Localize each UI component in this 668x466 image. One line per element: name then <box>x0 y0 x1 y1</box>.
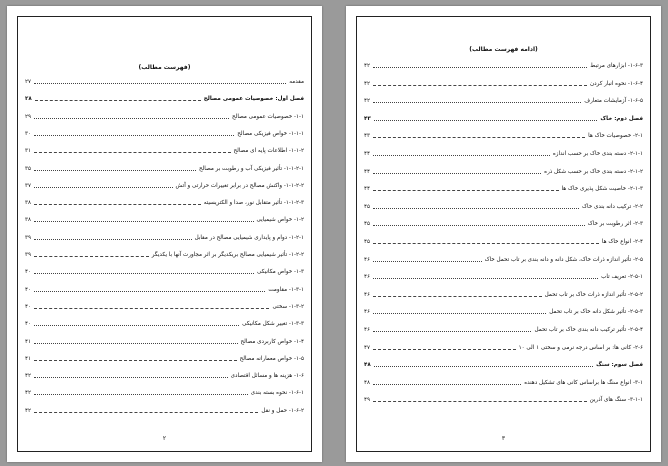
toc-entry-title: مقدمه <box>289 79 304 85</box>
dot-leader <box>373 190 559 191</box>
toc-entry <box>364 60 643 70</box>
toc-entry <box>25 284 304 294</box>
toc-entry-title: ۱-۲- خواص شیمیایی <box>256 217 304 224</box>
dot-leader <box>34 377 228 378</box>
page-number: ۲ <box>162 435 167 442</box>
toc-entry <box>25 232 304 242</box>
dot-leader <box>373 173 541 174</box>
dot-leader <box>34 152 231 153</box>
toc-entry-page: ۴۵ <box>364 203 371 210</box>
toc-entry <box>364 394 643 404</box>
toc-entry-title: ۲-۱-۱- دسته بندی خاک بر حسب اندازه <box>552 151 643 157</box>
toc-entry-title: ۲-۶- کانی ها: بر اساس درجه نرمی و سختی ۱ الی ۱۰ <box>518 344 643 351</box>
toc-entry-page: ۴۲ <box>364 80 371 87</box>
toc-entry-page: ۴۱ <box>25 338 32 345</box>
dot-leader <box>34 325 239 326</box>
toc-entry-title: ۲-۴- انواع خاک ها <box>601 239 643 245</box>
toc-entry <box>364 271 643 281</box>
dot-leader <box>34 360 237 361</box>
toc-entry-page: ۴۶ <box>364 327 371 333</box>
toc-entry-page: ۴۲ <box>364 98 371 105</box>
toc-entry <box>25 370 304 380</box>
toc-entry-page: ۴۰ <box>25 303 32 310</box>
toc-entry-page: ۳۸ <box>25 200 32 207</box>
toc-entry-title: ۱-۲-۱- دوام و پایداری شیمیایی مصالح در مقابل <box>194 234 304 241</box>
page-gutter <box>322 0 346 466</box>
page-heading: (فهرست مطالب) <box>138 64 191 71</box>
dot-leader <box>34 394 248 395</box>
toc-entry <box>364 377 643 387</box>
toc-entry <box>25 145 304 155</box>
toc-entry-page: ۴۶ <box>364 309 371 316</box>
toc-entry-title: ۱-۶-۴- نحوه انبار کردن <box>590 80 643 87</box>
dot-leader <box>34 221 253 222</box>
toc-entry-page: ۴۲ <box>25 373 32 380</box>
toc-entry <box>25 180 304 190</box>
toc-entry-title: ۱-۶-۱- نحوه بسته بندی <box>250 390 304 397</box>
toc-entry-page: ۴۵ <box>364 239 371 245</box>
toc-entry-page: ۴۰ <box>25 321 32 328</box>
toc-entry-page: ۴۸ <box>364 379 371 386</box>
toc-entry-title: ۱-۱-۲-۱- تأثیر فیزیکی آب و رطوبت بر مصالح <box>198 165 304 172</box>
toc-entry-page: ۴۴ <box>364 168 371 175</box>
toc-entry-title: ۱-۳-۲- سختی <box>272 303 304 310</box>
dot-leader <box>34 83 286 84</box>
toc-entry-page: ۴۹ <box>364 397 371 404</box>
toc-entry-page: ۳۸ <box>25 217 32 224</box>
toc-entry <box>25 163 304 173</box>
toc-entry <box>25 214 304 224</box>
toc-entry <box>25 111 304 121</box>
toc-entry-title: ۱-۳-۳- تغییر شکل مکانیکی <box>242 321 304 328</box>
toc-entry-title: ۲-۵-۳- تأثیر شکل دانه خاک بر تاب تحمل <box>549 309 643 316</box>
toc-entry-title: ۱-۱-۲-۲- واکنش مصالح در برابر تغییرات حرارتی و آتش <box>175 182 304 189</box>
toc-entry-title: ۲-۲- ترکیب دانه بندی خاک <box>582 203 643 210</box>
dot-leader <box>373 278 598 279</box>
toc-entry-title: فصل سوم: سنگ <box>596 362 643 369</box>
toc-entry <box>25 249 304 259</box>
dot-leader <box>373 67 587 68</box>
toc-entry-title: ۱-۲-۲- تأثیر شیمیایی مصالح بریکدیگر بر اثر مجاورت آنها با یکدیگر <box>151 252 304 258</box>
toc-entry <box>25 353 304 363</box>
toc-entry-page: ۴۶ <box>364 291 371 298</box>
toc-entry <box>364 289 643 299</box>
toc-entry <box>364 324 643 334</box>
dot-leader <box>373 261 482 262</box>
toc-entry <box>364 130 643 140</box>
toc-entry-title: ۱-۶-۵- آزمایشات متعارف <box>584 98 643 105</box>
dot-leader <box>373 384 521 385</box>
toc-entry-title: ۱-۳-۱- مقاومت <box>268 286 304 293</box>
toc-entry-page: ۴۸ <box>364 362 371 369</box>
toc-entry-page: ۴۶ <box>364 274 371 281</box>
toc-entry <box>25 93 304 103</box>
toc-entry-page: ۴۴ <box>364 151 371 157</box>
toc-entry-title: ۲-۱-۳- خاصیت شکل پذیری خاک ها <box>561 186 643 193</box>
toc-entry-title: ۲-۳- اثر رطوبت بر خاک <box>587 221 643 228</box>
toc-entry <box>25 301 304 311</box>
toc-entry-title: فصل دوم: خاک <box>600 115 643 122</box>
dot-leader <box>34 343 237 344</box>
toc-entry-page: ۳۱ <box>25 148 32 155</box>
toc-entry <box>364 218 643 228</box>
toc-entry-title: ۱-۱-۲- اطلاعات پایه ای مصالح <box>233 148 304 155</box>
dot-leader <box>374 120 598 121</box>
toc-entry-page: ۴۰ <box>25 286 32 293</box>
toc-entry-title: ۱-۳- خواص مکانیکی <box>256 269 304 276</box>
toc-entry <box>364 254 643 264</box>
dot-leader <box>373 243 599 244</box>
toc-entry <box>25 336 304 346</box>
toc-entry-page: ۴۲ <box>364 63 371 69</box>
dot-leader <box>373 85 587 86</box>
toc-entry <box>364 95 643 105</box>
toc-entry <box>364 306 643 316</box>
toc-entry-title: ۱-۵- خواص معمارانه مصالح <box>239 355 304 362</box>
dot-leader <box>373 208 579 209</box>
toc-entry-title: ۲-۱- خصوصیات خاک ها <box>588 133 643 140</box>
dot-leader <box>373 296 542 297</box>
toc-entry-title: ۱-۱-۱- خواص فیزیکی مصالح <box>237 130 304 137</box>
toc-entry-title: ۲-۵-۴- تأثیر ترکیب دانه بندی خاک بر تاب تحمل <box>534 327 643 333</box>
toc-entry-page: ۲۷ <box>25 79 32 85</box>
toc-entry-page: ۴۶ <box>364 256 371 263</box>
toc-entry <box>364 183 643 193</box>
dot-leader <box>34 118 229 119</box>
dot-leader <box>34 256 149 257</box>
dot-leader <box>373 331 531 332</box>
toc-entry-page: ۴۳ <box>364 115 371 122</box>
toc-entry-page: ۲۸ <box>25 96 32 103</box>
dot-leader <box>374 366 593 367</box>
toc-entry <box>364 342 643 352</box>
toc-entry <box>25 197 304 207</box>
toc-entry-title: ۱-۶-۲- حمل و نقل <box>261 407 304 414</box>
toc-entry-page: ۴۰ <box>25 269 32 276</box>
toc-entry-title: فصل اول: خصوصیات عمومی مصالح <box>203 96 304 103</box>
toc-entry <box>25 76 304 86</box>
toc-entry <box>25 128 304 138</box>
toc-entry-page: ۳۷ <box>25 182 32 189</box>
toc-entry-title: ۳-۱-۱- سنگ های آذرین <box>589 397 643 404</box>
toc-entry-page: ۴۴ <box>364 186 371 193</box>
toc-entry <box>364 359 643 369</box>
toc-entry-page: ۴۱ <box>25 355 32 362</box>
toc-entry-page: ۳۵ <box>25 165 32 172</box>
toc-entry-title: ۱-۴- خواص کاربردی مصالح <box>240 338 304 345</box>
dot-leader <box>34 273 254 274</box>
toc-entry <box>364 166 643 176</box>
toc-entry <box>364 113 643 123</box>
toc-entry-title: ۱-۱-۲-۳- تأثیر متقابل نور، صدا و الکتریسیته <box>203 200 304 207</box>
toc-entry <box>25 387 304 397</box>
toc-entry-page: ۳۰ <box>25 130 32 137</box>
dot-leader <box>35 100 201 101</box>
toc-entry <box>364 148 643 158</box>
dot-leader <box>34 239 192 240</box>
dot-leader <box>34 135 234 136</box>
toc-entry-page: ۴۵ <box>364 221 371 228</box>
dot-leader <box>373 137 585 138</box>
toc-entry <box>25 266 304 276</box>
toc-entry-page: ۲۹ <box>25 113 32 120</box>
toc-entry-title: ۲-۵- تأثیر اندازه ذرات خاک، شکل دانه و دانه بندی بر تاب تحمل خاک <box>484 256 643 263</box>
dot-leader <box>34 204 201 205</box>
toc-entry <box>25 318 304 328</box>
toc-page-right <box>346 6 661 462</box>
toc-entry-title: ۲-۵-۲- تأثیر اندازه ذرات خاک بر تاب تحمل <box>544 291 643 298</box>
toc-entry-title: ۲-۱-۲- دسته بندی خاک بر حسب شکل ذره <box>544 168 643 175</box>
dot-leader <box>34 170 196 171</box>
dot-leader <box>373 102 581 103</box>
toc-entry-page: ۳۹ <box>25 234 32 241</box>
toc-entry-title: ۲-۵-۱- تعریف تاب <box>601 274 643 281</box>
toc-entry-title: ۱-۶-۳- ابزارهای مرتبط <box>590 63 643 69</box>
dot-leader <box>373 225 585 226</box>
dot-leader <box>373 313 546 314</box>
dot-leader <box>34 291 265 292</box>
toc-entry-title: ۳-۱- انواع سنگ ها براساس کانی های تشکیل دهنده <box>524 379 643 386</box>
dot-leader <box>373 349 516 350</box>
toc-entry-title: ۱-۶- هزینه ها و مسائل اقتصادی <box>230 373 304 380</box>
toc-entry-page: ۴۳ <box>364 133 371 140</box>
dot-leader <box>34 308 269 309</box>
dot-leader <box>34 187 173 188</box>
dot-leader <box>373 155 550 156</box>
page-heading: (ادامه فهرست مطالب) <box>469 46 538 53</box>
toc-entry-page: ۴۲ <box>25 390 32 397</box>
toc-entry-page: ۳۹ <box>25 252 32 258</box>
toc-entry <box>364 201 643 211</box>
dot-leader <box>34 412 258 413</box>
toc-entry <box>25 405 304 415</box>
toc-entry <box>364 236 643 246</box>
toc-entry <box>364 78 643 88</box>
toc-entry-page: ۴۲ <box>25 407 32 414</box>
page-number: ۳ <box>501 435 506 442</box>
toc-entry-page: ۴۷ <box>364 344 371 351</box>
toc-page-left <box>7 6 322 462</box>
dot-leader <box>373 401 587 402</box>
toc-entry-title: ۱-۱- خصوصیات عمومی مصالح <box>232 113 304 120</box>
